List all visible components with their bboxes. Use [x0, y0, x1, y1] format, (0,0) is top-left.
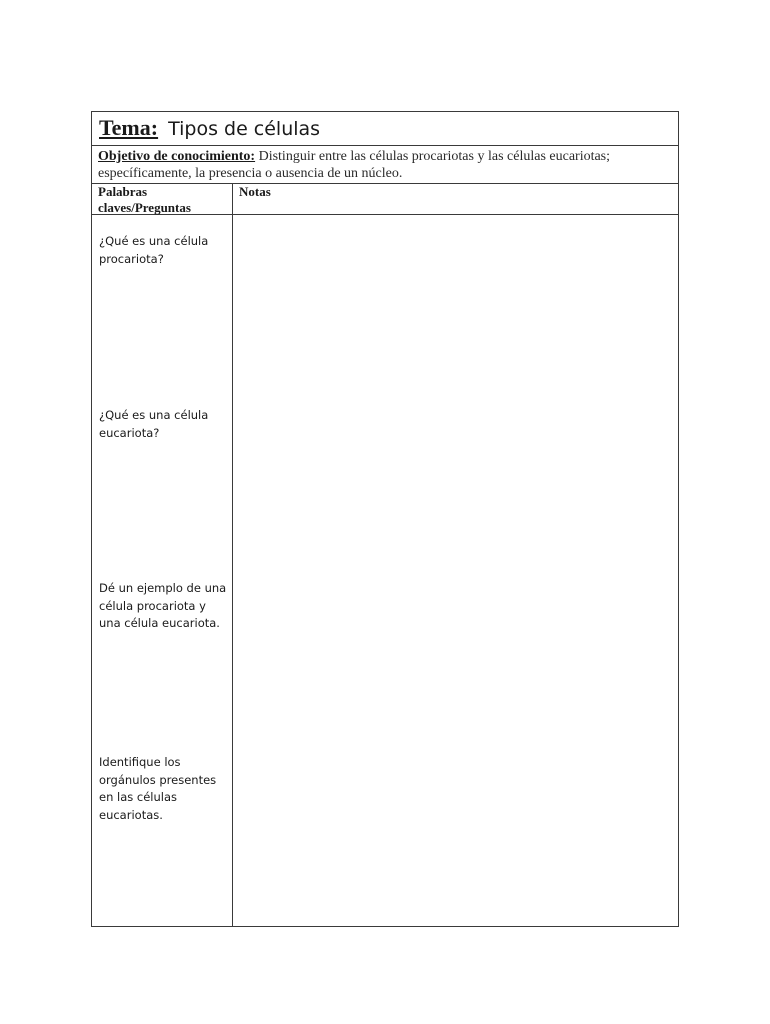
- question-cell-examples: Dé un ejemplo de una célula procariota y una célula eucariota.: [99, 581, 227, 630]
- topic-label: Tema:: [99, 115, 159, 140]
- question-eukaryotic-organelles: Identifique los orgánulos presentes en las células eucariotas.: [99, 755, 217, 822]
- question-prokaryotic-cell: ¿Qué es una célula procariota?: [99, 234, 209, 266]
- objective-row: [92, 146, 678, 184]
- topic-title: [99, 115, 320, 141]
- notes-area[interactable]: [233, 215, 678, 926]
- cornell-notes-sheet: [91, 111, 679, 927]
- objective-label: Objetivo de conocimiento:: [98, 149, 256, 164]
- topic-text: Tipos de células: [168, 118, 321, 140]
- objective-paragraph: [98, 148, 672, 182]
- objective-text: Distinguir entre las células procariotas y las células eucariotas; específicamente, la presencia o ausencia de un núcleo.: [98, 149, 611, 181]
- notes-header: Notas: [239, 184, 271, 199]
- title-row: [92, 112, 678, 146]
- question-eukaryotic-cell: ¿Qué es una célula eucariota?: [99, 408, 209, 440]
- column-header-row: [92, 184, 678, 215]
- keywords-questions-header: Palabras claves/Preguntas: [98, 184, 191, 215]
